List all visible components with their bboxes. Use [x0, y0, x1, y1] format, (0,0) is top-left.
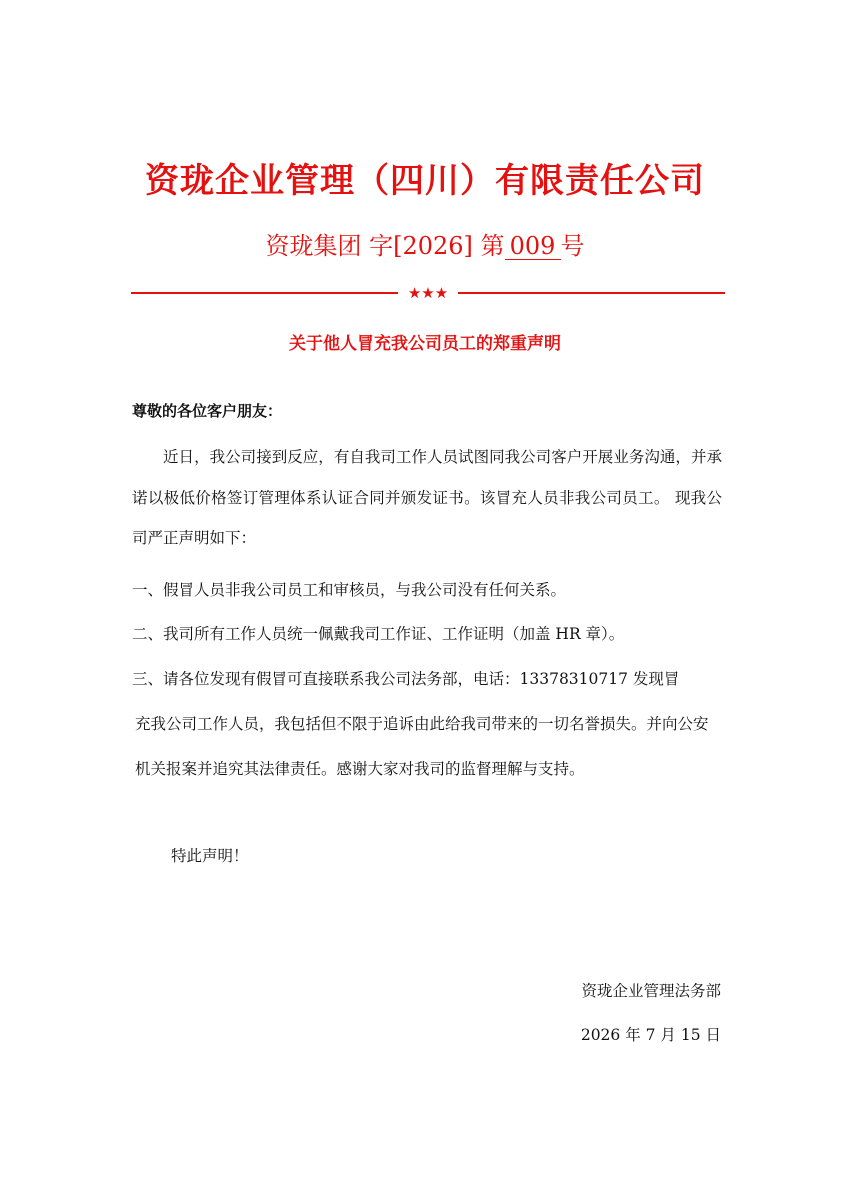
- signing-department: 资珑企业管理法务部: [581, 982, 721, 1000]
- statement-item-3: [132, 657, 722, 792]
- header-divider-right: [458, 292, 725, 294]
- closing-remark: 特此声明！: [171, 847, 249, 865]
- statement-item-3-line1: 三、请各位发现有假冒可直接联系我公司法务部，电话：13378310717 发现冒: [132, 670, 680, 688]
- document-number-line: [0, 229, 850, 263]
- statement-item-1: 一、假冒人员非我公司员工和审核员，与我公司没有任何关系。: [132, 581, 567, 599]
- statement-subject: 关于他人冒充我公司员工的郑重声明: [289, 334, 561, 354]
- company-title: 资珑企业管理（四川）有限责任公司: [145, 161, 705, 201]
- intro-paragraph: [132, 437, 722, 559]
- salutation: 尊敬的各位客户朋友：: [132, 402, 283, 420]
- intro-text: 近日，我公司接到反应，有自我司工作人员试图同我公司客户开展业务沟通，并承诺以极低价格签订管理体系认证合同并颁发证书。该冒充人员非我公司员工。 现我公司严正声明如下：: [132, 448, 722, 547]
- doc-number-prefix: 资珑集团 字[2026] 第: [265, 232, 505, 260]
- statement-item-3-continued: 充我公司工作人员，我包括但不限于追诉由此给我司带来的一切名誉损失。并向公安机关报案并追究其法律责任。感谢大家对我司的监督理解与支持。: [135, 715, 709, 778]
- statement-item-2: 二、我司所有工作人员统一佩戴我司工作证、工作证明（加盖 HR 章）。: [132, 625, 625, 643]
- header-divider-left: [131, 292, 398, 294]
- signing-date: 2026 年 7 月 15 日: [580, 1026, 721, 1044]
- star-ornament: ★★★: [407, 284, 449, 302]
- doc-number-suffix: 号: [560, 232, 585, 260]
- doc-number: 009: [505, 233, 561, 260]
